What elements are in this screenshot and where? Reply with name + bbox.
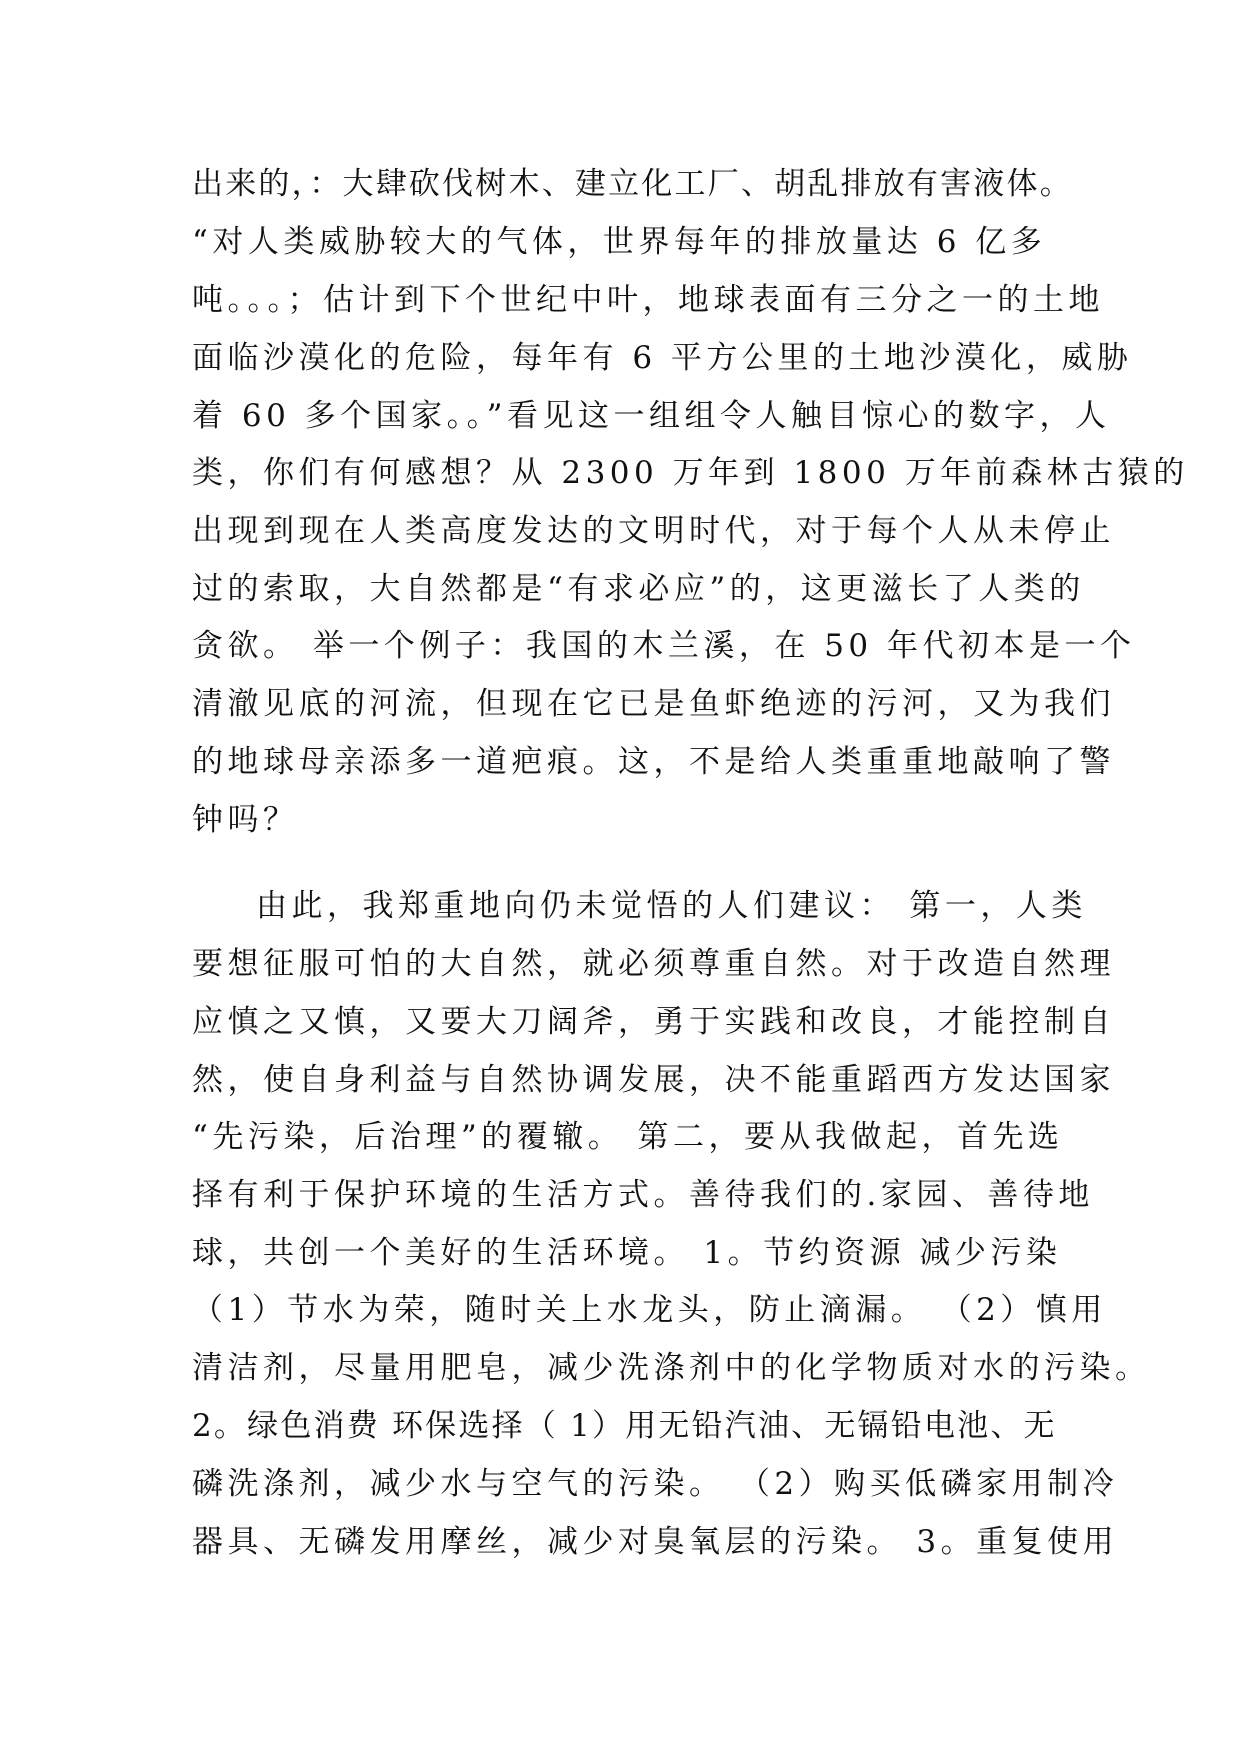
text-line: 类，你们有何感想？从 2300 万年到 1800 万年前森林古猿的 xyxy=(192,455,1189,491)
text-line: 的地球母亲添多一道疤痕。这，不是给人类重重地敲响了警 xyxy=(192,744,1115,780)
text-line: 2。绿色消费 环保选择（ 1）用无铅汽油、无镉铅电池、无 xyxy=(192,1408,1057,1444)
text-line: 器具、无磷发用摩丝，减少对臭氧层的污染。 3。重复使用 xyxy=(192,1524,1119,1560)
text-line: 清澈见底的河流，但现在它已是鱼虾绝迹的污河，又为我们 xyxy=(192,686,1115,722)
text-line: 出现到现在人类高度发达的文明时代，对于每个人从未停止 xyxy=(192,513,1115,549)
text-line: 过的索取，大自然都是“有求必应”的，这更滋长了人类的 xyxy=(192,571,1085,607)
text-line: 要想征服可怕的大自然，就必须尊重自然。对于改造自然理 xyxy=(192,946,1115,982)
text-line: 贪欲。 举一个例子：我国的木兰溪，在 50 年代初本是一个 xyxy=(192,628,1136,664)
text-line: “对人类威胁较大的气体，世界每年的排放量达 6 亿多 xyxy=(192,224,1047,260)
text-line: “先污染，后治理”的覆辙。 第二，要从我做起，首先选 xyxy=(192,1119,1064,1155)
text-line: 择有利于保护环境的生活方式。善待我们的.家园、善待地 xyxy=(192,1177,1094,1213)
text-line: 着 60 多个国家。。”看见这一组组令人触目惊心的数字，人 xyxy=(192,398,1111,434)
paragraph-first-line: 由此，我郑重地向仍未觉悟的人们建议： 第一，人类 xyxy=(256,888,1087,924)
text-line: （1）节水为荣，随时关上水龙头，防止滴漏。 （2）慎用 xyxy=(192,1292,1107,1328)
text-line: 应慎之又慎，又要大刀阔斧，勇于实践和改良，才能控制自 xyxy=(192,1004,1115,1040)
text-line: 然，使自身利益与自然协调发展，决不能重蹈西方发达国家 xyxy=(192,1062,1115,1098)
text-line: 吨。。。；估计到下个世纪中叶，地球表面有三分之一的土地 xyxy=(192,282,1104,318)
text-line: 出来的，：大肆砍伐树木、建立化工厂、胡乱排放有害液体。 xyxy=(192,166,1073,202)
text-line: 磷洗涤剂，减少水与空气的污染。 （2）购买低磷家用制冷 xyxy=(192,1466,1119,1502)
text-line: 清洁剂，尽量用肥皂，减少洗涤剂中的化学物质对水的污染。 xyxy=(192,1350,1151,1386)
text-line: 钟吗？ xyxy=(192,802,299,838)
text-line: 面临沙漠化的危险，每年有 6 平方公里的土地沙漠化，威胁 xyxy=(192,340,1133,376)
text-line: 球，共创一个美好的生活环境。 1。节约资源 减少污染 xyxy=(192,1235,1062,1271)
